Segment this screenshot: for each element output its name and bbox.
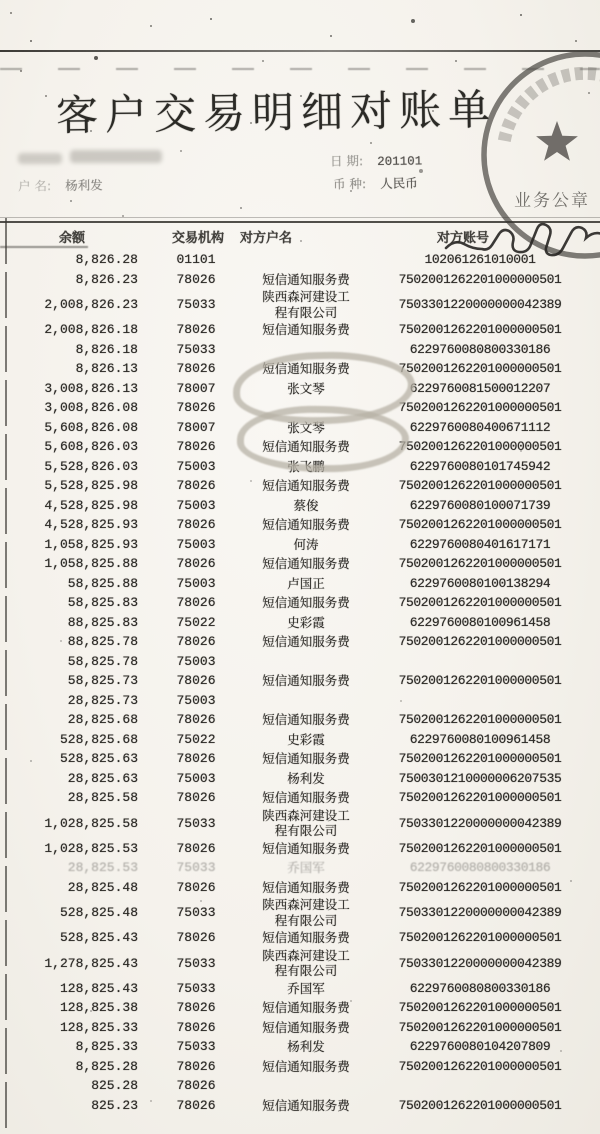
counterparty-name-cell: 短信通知服务费 (262, 840, 350, 856)
balance-cell: 8,825.33 (75, 1039, 138, 1055)
account-name-value: 杨利发 (65, 177, 103, 193)
table-row (0, 928, 600, 948)
branch-code-cell: 78026 (176, 1019, 216, 1035)
table-row (0, 535, 600, 555)
branch-code-cell: 78007 (176, 380, 216, 396)
balance-cell: 28,825.58 (67, 790, 138, 806)
balance-cell: 8,826.18 (75, 341, 138, 357)
counterparty-account-cell: 6229760080400671112 (409, 419, 551, 435)
counterparty-account-cell: 6229760080800330186 (409, 860, 551, 876)
counterparty-account-cell: 7502001262201000000501 (398, 400, 562, 416)
balance-cell: 128,825.33 (59, 1019, 138, 1035)
date-value: 201101 (377, 154, 423, 169)
table-row (0, 769, 600, 789)
counterparty-account-cell: 6229760080800330186 (409, 341, 551, 357)
counterparty-account-cell: 6229760080100138294 (409, 575, 551, 591)
counterparty-account-cell: 7502001262201000000501 (398, 1058, 562, 1074)
counterparty-name-cell: 张文琴 (287, 380, 325, 396)
branch-code-cell: 75003 (176, 575, 216, 591)
balance-cell: 825.28 (91, 1078, 138, 1094)
counterparty-account-cell: 6229760080101745942 (409, 458, 551, 474)
seal-ring-text-marks (504, 73, 600, 140)
counterparty-name-cell: 卢国正 (287, 575, 325, 591)
counterparty-name-cell: 短信通知服务费 (262, 595, 350, 610)
balance-cell: 5,608,826.08 (44, 419, 138, 435)
table-row (0, 250, 600, 270)
table-row (0, 554, 600, 574)
counterparty-name-cell: 乔国军 (287, 860, 325, 875)
branch-code-cell: 75003 (176, 770, 216, 786)
counterparty-name-cell: 张文琴 (287, 419, 325, 435)
branch-code-cell: 78026 (176, 439, 216, 455)
currency-label: 币 种: (332, 176, 367, 192)
table-row (0, 808, 600, 839)
balance-cell: 5,528,825.98 (44, 478, 138, 494)
table-row (0, 671, 600, 691)
balance-cell: 528,825.43 (59, 930, 138, 946)
table-row (0, 858, 600, 878)
branch-code-cell: 75033 (176, 297, 216, 312)
counterparty-name-cell: 短信通知服务费 (262, 1097, 350, 1113)
branch-code-cell: 75033 (176, 905, 216, 920)
table-row (0, 1057, 600, 1077)
balance-cell: 528,825.68 (59, 731, 138, 747)
branch-code-cell: 78026 (176, 673, 216, 689)
counterparty-account-cell: 7502001262201000000501 (398, 790, 562, 806)
counterparty-account-cell: 7503301220000000042389 (398, 297, 562, 312)
counterparty-account-cell: 7502001262201000000501 (398, 478, 562, 494)
counterparty-account-cell: 6229760080104207809 (409, 1039, 551, 1055)
branch-code-cell: 78026 (176, 478, 216, 494)
counterparty-account-cell: 7502001262201000000501 (398, 930, 562, 946)
branch-code-cell: 75003 (176, 536, 216, 552)
counterparty-name-cell: 陕西森河建设工程有限公司 (262, 947, 350, 978)
table-row (0, 749, 600, 769)
branch-code-cell: 78026 (176, 751, 216, 767)
table-row (0, 476, 600, 496)
branch-code-cell: 75003 (176, 692, 216, 708)
branch-code-cell: 75003 (176, 458, 216, 474)
counterparty-account-cell: 7502001262201000000501 (398, 271, 562, 287)
balance-cell: 1,058,825.88 (44, 556, 138, 572)
counterparty-account-cell: 6229760081500012207 (409, 380, 551, 396)
counterparty-name-cell: 杨利发 (287, 770, 325, 786)
illegible-account-number-smudge (70, 150, 162, 163)
table-row (0, 515, 600, 535)
counterparty-account-cell: 7502001262201000000501 (398, 556, 562, 572)
table-row (0, 574, 600, 594)
table-row (0, 593, 600, 613)
table-row (0, 632, 600, 652)
counterparty-account-cell: 7502001262201000000501 (398, 879, 562, 895)
branch-code-cell: 78026 (176, 712, 216, 728)
balance-cell: 3,008,826.13 (44, 380, 138, 396)
seal-star-icon (536, 121, 578, 161)
counterparty-name-cell: 短信通知服务费 (262, 478, 350, 493)
balance-cell: 128,825.43 (59, 980, 138, 996)
counterparty-account-cell: 7502001262201000000501 (398, 634, 562, 650)
column-header-balance: 余额 (58, 231, 85, 246)
counterparty-account-cell: 7503301220000000042389 (398, 905, 562, 920)
table-row (0, 1076, 600, 1096)
counterparty-account-cell: 7502001262201000000501 (398, 517, 562, 533)
balance-cell: 128,825.38 (59, 1000, 138, 1016)
counterparty-account-cell: 7503301220000000042389 (398, 955, 562, 971)
counterparty-name-cell: 短信通知服务费 (262, 517, 350, 532)
counterparty-account-cell: 7502001262201000000501 (398, 712, 562, 728)
counterparty-account-cell: 6229760080100961458 (409, 731, 551, 747)
counterparty-name-cell: 短信通知服务费 (262, 751, 350, 766)
counterparty-account-cell: 7502001262201000000501 (398, 1019, 562, 1035)
table-row (0, 613, 600, 633)
table-row (0, 289, 600, 320)
table-row (0, 948, 600, 979)
balance-cell: 1,028,825.58 (44, 815, 138, 831)
counterparty-name-cell: 短信通知服务费 (262, 1019, 350, 1035)
counterparty-name-cell: 陕西森河建设工程有限公司 (262, 289, 350, 320)
balance-cell: 1,058,825.93 (44, 536, 138, 552)
counterparty-name-cell: 短信通知服务费 (262, 439, 350, 454)
balance-cell: 58,825.73 (67, 673, 138, 689)
column-header-branch-code: 交易机构 (171, 231, 224, 246)
counterparty-name-cell: 张飞鹏 (287, 458, 325, 474)
table-row (0, 788, 600, 808)
counterparty-account-cell: 7502001262201000000501 (398, 322, 562, 338)
balance-cell: 4,528,825.93 (44, 517, 138, 533)
branch-code-cell: 78026 (176, 840, 216, 856)
balance-cell: 2,008,826.23 (44, 297, 138, 312)
counterparty-name-cell: 短信通知服务费 (262, 1000, 350, 1015)
currency-value: 人民币 (380, 175, 418, 191)
branch-code-cell: 78026 (176, 322, 216, 338)
balance-cell: 8,825.28 (75, 1058, 138, 1074)
column-header-counterparty-account: 对方账号 (436, 231, 489, 246)
branch-code-cell: 78026 (176, 361, 216, 377)
table-row (0, 1037, 600, 1057)
counterparty-name-cell: 何涛 (293, 536, 319, 552)
balance-cell: 88,825.78 (67, 634, 138, 650)
balance-cell: 5,608,826.03 (44, 439, 138, 455)
balance-cell: 3,008,826.08 (44, 400, 138, 416)
balance-cell: 8,826.23 (75, 271, 138, 287)
counterparty-account-cell: 7503301220000000042389 (398, 815, 562, 831)
counterparty-name-cell: 陕西森河建设工程有限公司 (262, 807, 350, 838)
balance-cell: 2,008,826.18 (44, 322, 138, 338)
counterparty-account-cell: 6229760080100071739 (409, 497, 551, 513)
account-name-line (18, 175, 103, 194)
column-header-counterparty-name: 对方户名 (239, 231, 292, 246)
account-name-label: 户 名: (17, 178, 52, 194)
page-title: 客户交易明细对账单 (55, 84, 498, 141)
balance-cell: 58,825.83 (67, 595, 138, 611)
counterparty-account-cell: 7502001262201000000501 (398, 1097, 562, 1113)
currency-line (333, 173, 418, 192)
balance-cell: 1,028,825.53 (44, 840, 138, 856)
counterparty-name-cell: 短信通知服务费 (262, 673, 350, 688)
branch-code-cell: 78026 (176, 595, 216, 611)
balance-cell: 88,825.83 (67, 614, 138, 630)
date-label: 日 期: (329, 153, 364, 169)
branch-code-cell: 78026 (176, 634, 216, 650)
table-row (0, 878, 600, 898)
counterparty-account-cell: 102061261010001 (424, 252, 536, 268)
header-rule-faint (0, 217, 600, 218)
branch-code-cell: 01101 (176, 252, 216, 268)
balance-cell: 28,825.73 (67, 692, 138, 708)
branch-code-cell: 78026 (176, 517, 216, 533)
branch-code-cell: 78026 (176, 400, 216, 416)
counterparty-name-cell: 陕西森河建设工程有限公司 (262, 897, 350, 928)
counterparty-name-cell: 蔡俊 (293, 497, 319, 513)
table-row (0, 320, 600, 340)
table-row (0, 730, 600, 750)
statement-date-line (330, 150, 422, 169)
balance-cell: 1,278,825.43 (44, 955, 138, 971)
counterparty-name-cell: 短信通知服务费 (262, 556, 350, 571)
balance-cell: 5,528,826.03 (44, 458, 138, 474)
counterparty-name-cell: 短信通知服务费 (262, 879, 350, 895)
counterparty-name-cell: 短信通知服务费 (262, 790, 350, 805)
counterparty-account-cell: 7502001262201000000501 (398, 1000, 562, 1016)
counterparty-name-cell: 史彩霞 (287, 731, 325, 747)
counterparty-name-cell: 短信通知服务费 (262, 1058, 350, 1074)
branch-code-cell: 78026 (176, 930, 216, 946)
balance-cell: 58,825.78 (67, 653, 138, 669)
counterparty-account-cell: 7502001262201000000501 (398, 439, 562, 455)
counterparty-name-cell: 乔国军 (287, 980, 325, 996)
counterparty-name-cell: 短信通知服务费 (262, 361, 350, 376)
branch-code-cell: 78026 (176, 1078, 216, 1094)
counterparty-account-cell: 7502001262201000000501 (398, 751, 562, 767)
header-bottom-rule-segment (0, 246, 88, 248)
table-row (0, 1018, 600, 1038)
counterparty-account-cell: 6229760080800330186 (409, 980, 551, 996)
table-row (0, 691, 600, 711)
balance-cell: 58,825.88 (67, 575, 138, 591)
table-row (0, 1096, 600, 1116)
branch-code-cell: 78026 (176, 879, 216, 895)
branch-code-cell: 75033 (176, 1039, 216, 1055)
counterparty-account-cell: 7502001262201000000501 (398, 595, 562, 611)
header-top-rule (0, 221, 600, 223)
seal-center-label: 业务公章 (514, 191, 590, 211)
branch-code-cell: 78026 (176, 790, 216, 806)
branch-code-cell: 78026 (176, 1000, 216, 1016)
branch-code-cell: 78007 (176, 419, 216, 435)
branch-code-cell: 78026 (176, 1097, 216, 1113)
branch-code-cell: 75033 (176, 860, 216, 876)
table-row (0, 270, 600, 290)
branch-code-cell: 78026 (176, 271, 216, 287)
table-row (0, 710, 600, 730)
counterparty-account-cell: 7502001262201000000501 (398, 361, 562, 377)
balance-cell: 528,825.63 (59, 751, 138, 767)
illegible-account-label-smudge (18, 153, 62, 164)
balance-cell: 4,528,825.98 (44, 497, 138, 513)
balance-cell: 528,825.48 (59, 905, 138, 920)
branch-code-cell: 78026 (176, 556, 216, 572)
counterparty-name-cell: 杨利发 (287, 1039, 325, 1054)
counterparty-account-cell: 7500301210000006207535 (398, 770, 562, 786)
counterparty-account-cell: 7502001262201000000501 (398, 840, 562, 856)
balance-cell: 28,825.63 (67, 770, 138, 786)
branch-code-cell: 75033 (176, 980, 216, 996)
counterparty-account-cell: 6229760080401617171 (409, 536, 551, 552)
balance-cell: 8,826.13 (75, 361, 138, 377)
table-row (0, 652, 600, 672)
balance-cell: 28,825.53 (67, 860, 138, 876)
balance-cell: 8,826.28 (75, 252, 138, 268)
branch-code-cell: 75003 (176, 497, 216, 513)
counterparty-account-cell: 7502001262201000000501 (398, 673, 562, 689)
balance-cell: 825.23 (91, 1097, 138, 1113)
balance-cell: 28,825.68 (67, 712, 138, 728)
balance-cell: 28,825.48 (67, 879, 138, 895)
counterparty-account-cell: 6229760080100961458 (409, 614, 551, 630)
scan-speckles (0, 0, 2, 2)
counterparty-name-cell: 短信通知服务费 (262, 322, 350, 337)
branch-code-cell: 75022 (176, 731, 216, 747)
branch-code-cell: 75022 (176, 614, 216, 630)
branch-code-cell: 78026 (176, 1058, 216, 1074)
table-row (0, 496, 600, 516)
counterparty-name-cell: 短信通知服务费 (262, 712, 350, 727)
counterparty-name-cell: 史彩霞 (287, 614, 325, 630)
counterparty-name-cell: 短信通知服务费 (262, 930, 350, 945)
branch-code-cell: 75003 (176, 653, 216, 669)
table-row (0, 839, 600, 859)
table-row (0, 979, 600, 999)
branch-code-cell: 75033 (176, 341, 216, 357)
branch-code-cell: 75033 (176, 955, 216, 971)
counterparty-name-cell: 短信通知服务费 (262, 271, 350, 287)
counterparty-name-cell: 短信通知服务费 (262, 634, 350, 649)
branch-code-cell: 75033 (176, 815, 216, 831)
table-row (0, 897, 600, 928)
table-row (0, 998, 600, 1018)
